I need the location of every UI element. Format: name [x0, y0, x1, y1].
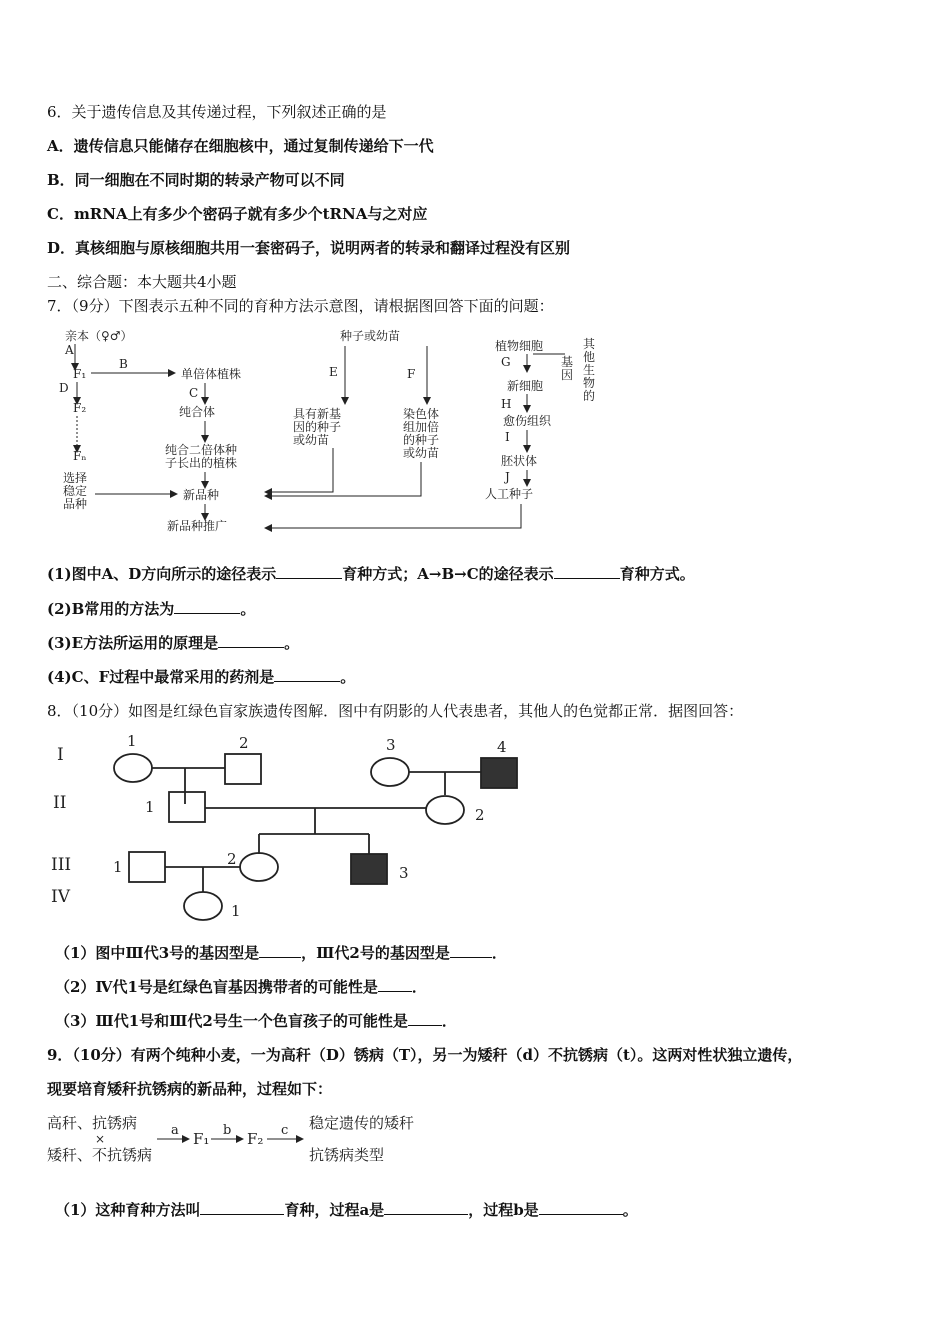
q8-part3-a: （3）Ⅲ代1号和Ⅲ代2号生一个色盲孩子的可能性是 [55, 1012, 408, 1030]
pedigree-label-i1: 1 [127, 732, 137, 750]
scheme-result-2: 抗锈病类型 [309, 1146, 385, 1164]
q8-blank-1[interactable] [259, 943, 301, 958]
q8-part2-b: ． [411, 978, 427, 996]
diag-artificial-seed: 人工种子 [485, 487, 534, 501]
q8-part1-c: ． [491, 944, 507, 962]
q9-stem-2: 现要培育矮秆抗锈病的新品种，过程如下： [47, 1080, 333, 1098]
diag-other-4: 物 [583, 376, 596, 390]
q9-part1-a: （1）这种育种方法叫 [55, 1201, 201, 1219]
q7-part2-a: (2)B常用的方法为 [47, 600, 175, 618]
q8-blank-3[interactable] [378, 977, 412, 992]
q7-part2-b: 。 [240, 600, 256, 618]
diag-other-2: 他 [583, 350, 596, 364]
pedigree-gen-2: II [53, 793, 67, 813]
diag-haploid: 单倍体植株 [181, 367, 242, 381]
q6-stem: 6．关于遗传信息及其传递过程，下列叙述正确的是 [47, 103, 387, 121]
diag-fn: Fₙ [73, 449, 87, 463]
pedigree-ii1-male [169, 792, 205, 822]
diag-other-5: 的 [583, 389, 596, 403]
diag-label-h: H [501, 397, 512, 411]
q7-part2 [47, 599, 255, 619]
diag-doubled-2: 子长出的植株 [165, 456, 238, 470]
q7-blank-4[interactable] [218, 633, 284, 648]
q7-part3 [47, 633, 299, 653]
q7-blank-1[interactable] [276, 564, 342, 579]
scheme-f1: F₁ [193, 1130, 210, 1148]
diag-polyploid-4: 或幼苗 [403, 446, 440, 460]
diag-newgene-3: 或幼苗 [293, 433, 330, 447]
q8-part2 [55, 977, 427, 997]
diag-select-3: 品种 [63, 497, 88, 511]
scheme-label-a: a [171, 1123, 179, 1138]
q7-part4-b: 。 [340, 668, 356, 686]
pedigree-i2-male [225, 754, 261, 784]
pedigree-gen-3: III [51, 855, 72, 875]
q8-part3 [55, 1011, 457, 1031]
diag-parent: 亲本（♀♂） [65, 329, 133, 343]
q7-part1 [47, 564, 695, 584]
q9-blank-2[interactable] [384, 1200, 468, 1215]
breeding-diagram [55, 326, 615, 546]
q6-option-a: A．遗传信息只能储存在细胞核中，通过复制传递给下一代 [47, 137, 434, 155]
diag-doubled-1: 纯合二倍体种 [165, 443, 238, 457]
diag-other-gene-1: 基 [561, 355, 574, 369]
q9-blank-3[interactable] [539, 1200, 623, 1215]
scheme-f2: F₂ [247, 1130, 264, 1148]
diag-pure: 纯合体 [179, 405, 216, 419]
diag-label-d: D [59, 381, 69, 395]
pedigree-label-iii3: 3 [399, 864, 409, 882]
q8-stem: 8．（10分）如图是红绿色盲家族遗传图解．图中有阴影的人代表患者，其他人的色觉都正常．据图回答： [47, 702, 744, 720]
diag-other-3: 生 [583, 363, 596, 377]
q9-part1-d: 。 [622, 1201, 638, 1219]
pedigree-label-i3: 3 [386, 736, 396, 754]
diag-label-j: J [505, 470, 510, 484]
q7-part4-a: (4)C、F过程中最常采用的药剂是 [47, 668, 275, 686]
diag-polyploid-3: 的种子 [403, 433, 440, 447]
diag-plant-cell: 植物细胞 [495, 339, 544, 353]
diag-new-cell: 新细胞 [507, 379, 544, 393]
diag-label-g: G [501, 355, 511, 369]
q7-blank-2[interactable] [554, 564, 620, 579]
pedigree-i1-female [114, 754, 152, 782]
pedigree-label-iii1: 1 [113, 858, 123, 876]
pedigree-iv1-female [184, 892, 222, 920]
diag-select-1: 选择 [63, 471, 88, 485]
diag-newgene-2: 因的种子 [293, 420, 342, 434]
q6-option-b: B．同一细胞在不同时期的转录产物可以不同 [47, 171, 345, 189]
q9-blank-1[interactable] [200, 1200, 284, 1215]
scheme-label-b: b [223, 1123, 232, 1138]
pedigree-label-i2: 2 [239, 734, 249, 752]
pedigree-iii2-female [240, 853, 278, 881]
q7-part1-c: 育种方式。 [619, 565, 695, 583]
q8-blank-2[interactable] [450, 943, 492, 958]
q8-part1-a: （1）图中Ⅲ代3号的基因型是 [55, 944, 260, 962]
q8-part1-b: ，Ⅲ代2号的基因型是 [301, 944, 450, 962]
diag-other-gene-2: 因 [561, 368, 574, 382]
diag-label-a: A [65, 343, 74, 357]
diag-embryoid: 胚状体 [501, 454, 538, 468]
pedigree-i3-female [371, 758, 409, 786]
diag-label-c: C [189, 386, 199, 400]
pedigree-label-ii2: 2 [475, 806, 485, 824]
diag-polyploid-1: 染色体 [403, 407, 440, 421]
wheat-breeding-scheme [47, 1110, 467, 1170]
q8-part2-a: （2）Ⅳ代1号是红绿色盲基因携带者的可能性是 [55, 978, 378, 996]
section-heading: 二、综合题：本大题共4小题 [47, 273, 237, 291]
q7-part1-b: 育种方式；A→B→C的途径表示 [342, 565, 554, 583]
q7-blank-3[interactable] [174, 599, 240, 614]
scheme-parent-2: 矮秆、不抗锈病 [47, 1146, 153, 1164]
q7-stem: 7．（9分）下图表示五种不同的育种方法示意图，请根据图回答下面的问题： [47, 297, 554, 315]
scheme-label-c: c [281, 1123, 289, 1138]
diag-f2: F₂ [73, 401, 87, 415]
diag-polyploid-2: 组加倍 [403, 420, 440, 434]
diag-newgene-1: 具有新基 [293, 407, 342, 421]
q7-part3-a: (3)E方法所运用的原理是 [47, 634, 219, 652]
scheme-cross: × [95, 1132, 106, 1146]
diag-other-1: 其 [583, 337, 596, 351]
q9-part1 [55, 1200, 638, 1220]
q9-part1-c: ，过程b是 [468, 1201, 539, 1219]
diag-promote: 新品种推广 [167, 519, 228, 533]
pedigree-ii2-female [426, 796, 464, 824]
q8-part1 [55, 943, 507, 963]
scheme-result-1: 稳定遗传的矮秆 [309, 1114, 415, 1132]
diag-new-variety: 新品种 [183, 488, 220, 502]
diag-label-b: B [119, 357, 128, 371]
pedigree-gen-1: I [57, 745, 64, 765]
q7-part1-a: (1)图中A、D方向所示的途径表示 [47, 565, 277, 583]
pedigree-label-iii2: 2 [227, 850, 237, 868]
pedigree-gen-4: IV [51, 887, 70, 907]
pedigree-iii1-male [129, 852, 165, 882]
q7-blank-5[interactable] [274, 667, 340, 682]
diag-callus: 愈伤组织 [503, 414, 552, 428]
pedigree-label-i4: 4 [497, 738, 507, 756]
pedigree-chart [45, 730, 555, 930]
pedigree-label-iv1: 1 [231, 902, 241, 920]
q8-blank-4[interactable] [408, 1011, 442, 1026]
q6-option-c: C．mRNA上有多少个密码子就有多少个tRNA与之对应 [47, 205, 428, 223]
diag-select-2: 稳定 [63, 484, 88, 498]
diag-label-i: I [505, 430, 510, 444]
scheme-parent-1: 高秆、抗锈病 [47, 1114, 138, 1132]
q9-stem-1: 9．（10分）有两个纯种小麦，一为高秆（D）锈病（T），另一为矮秆（d）不抗锈病（t）。这两对性状独立遗传， [47, 1046, 803, 1064]
diag-label-e: E [329, 365, 338, 379]
q7-part3-b: 。 [284, 634, 300, 652]
pedigree-label-ii1: 1 [145, 798, 155, 816]
diag-f1: F₁ [73, 367, 87, 381]
q9-part1-b: 育种，过程a是 [284, 1201, 385, 1219]
q7-part4 [47, 667, 355, 687]
pedigree-iii3-male-affected [351, 854, 387, 884]
q8-part3-b: ． [441, 1012, 457, 1030]
diag-seed-top: 种子或幼苗 [340, 329, 401, 343]
q6-option-d: D．真核细胞与原核细胞共用一套密码子，说明两者的转录和翻译过程没有区别 [47, 239, 571, 257]
diag-label-f: F [407, 367, 416, 381]
pedigree-i4-male-affected [481, 758, 517, 788]
